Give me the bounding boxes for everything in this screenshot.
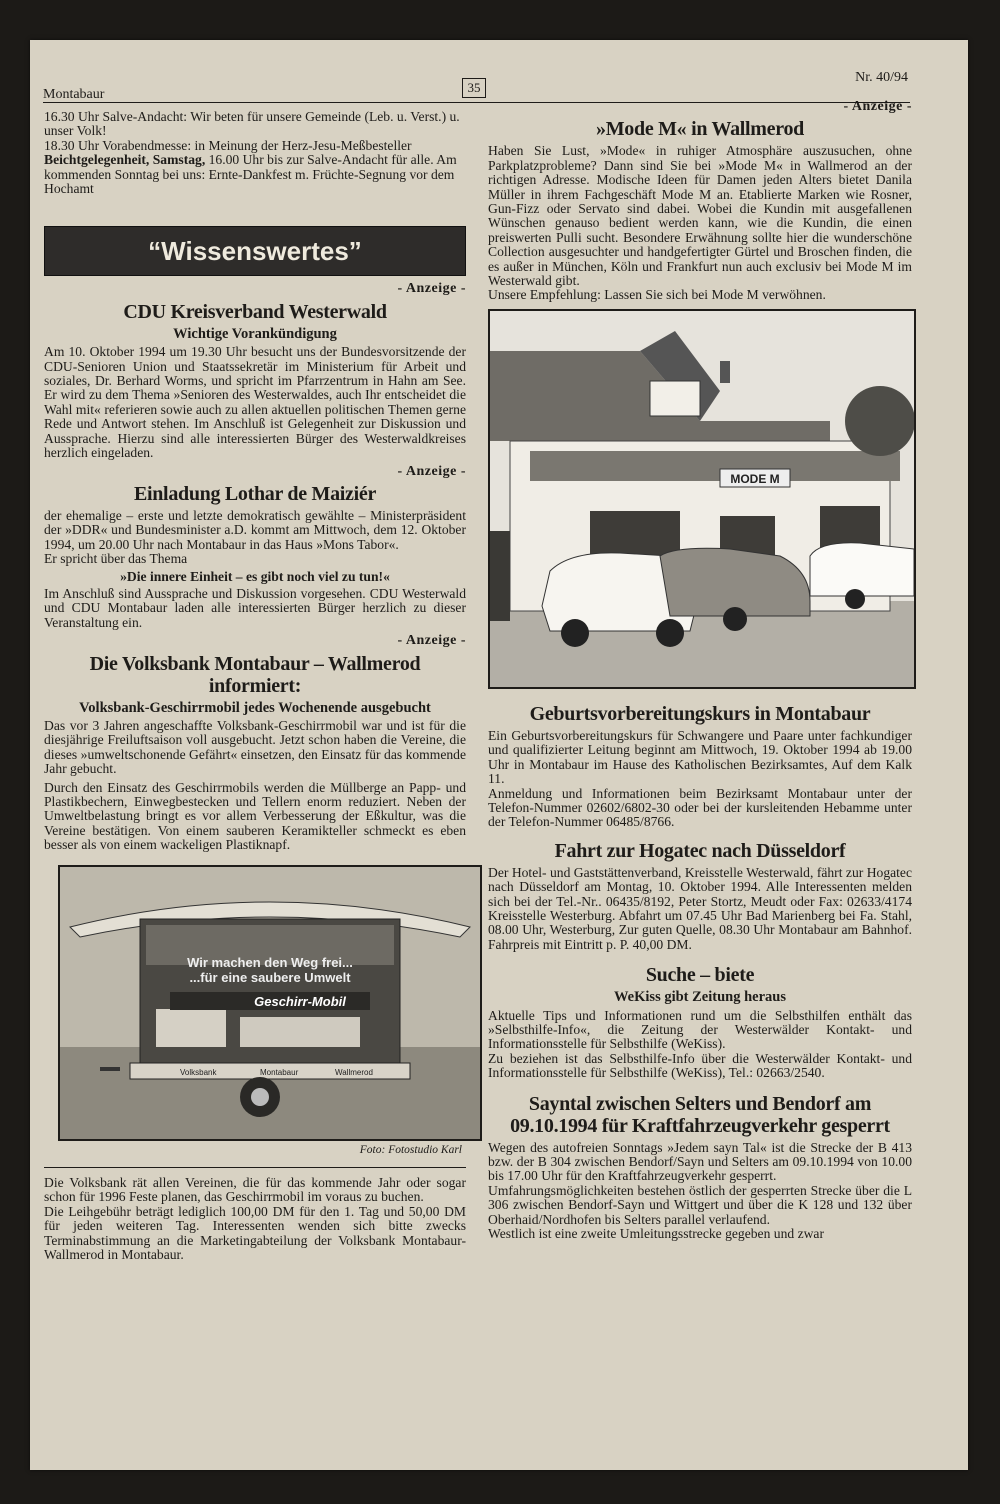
photo-band-text: Wallmerod	[335, 1067, 373, 1077]
article-title-volksbank: Die Volksbank Montabaur – Wallmerod informiert:	[89, 652, 421, 697]
right-column	[488, 96, 912, 1241]
mode-m-shop-illustration	[490, 311, 914, 687]
article-body-hogatec: Der Hotel- und Gaststättenverband, Kreisstelle Westerwald, fährt zur Hogatec nach Düsseldorf am Montag, 10. Oktober 1994. Alle Interessenten melden sich bei der Tel.-Nr.. 06435/8192, Peter Stortz, Meudt oder Fax: 02633/4174 Kreisstelle Westerburg. Abfahrt um 07.45 Uhr Bad Marienberg bei Fa. Stahl, 08.00 Uhr, Westerburg, Zur guten Quelle, 08.30 Uhr Montabaur am Bahnhof. Fahrpreis mit Eintritt p. P. 40,00 DM.	[488, 864, 912, 952]
section-banner: “Wissenswertes”	[44, 226, 466, 276]
divider	[44, 1167, 466, 1168]
article-body-cdu: Am 10. Oktober 1994 um 19.30 Uhr besucht uns der Bundesvorsitzende der CDU-Senioren Union und Staatssekretär im Ministerium für Arbeit und soziales, Dr. Berhard Worms, und spricht im Pfarrzentrum in Hahn am See. Er wird zu dem Thema »Senioren des Westerwaldes, auch Ihr entscheidet die Wahl mit« referieren sowie auch zu allen aktuellen politischen Themen gerne Rede und Antwort stehen. Im Anschluß ist Gelegenheit zur Diskussion und Aussprache. Hierzu sind alle interessierten Bürger des Westerwaldkreises herzlich eingeladen.	[44, 344, 466, 461]
article-subtitle-volksbank: Volksbank-Geschirrmobil jedes Wochenende ausgebucht	[79, 699, 431, 716]
article-body-volksbank: Das vor 3 Jahren angeschaffte Volksbank-Geschirrmobil war und ist für die diesjährige Freiluftsaison voll ausgebucht. Jetzt schon haben die Vereine, die dieses »umweltschonende Gefährt« einsetzen, den Einsatz für das kommende Jahr gebucht.	[44, 717, 466, 777]
article-body-suche: Zu beziehen ist das Selbsthilfe-Info über die Westerwälder Kontakt- und Informationsstelle für Selbsthilfe (WeKiss), Tel.: 02663/2540.	[488, 1050, 912, 1081]
photo-sign-text: ...für eine saubere Umwelt	[189, 969, 351, 985]
photo-band-text: Volksbank	[180, 1067, 217, 1077]
article-body-volksbank: Durch den Einsatz des Geschirrmobils werden die Müllberge an Papp- und Plastikbechern, Einwegbestecken und Tellern enorm reduziert. Neben der Umweltbelastung bringt es vor allem Verbesserung der Eßkultur, was die Vereine bestätigen. Von einem sauberen Keramikteller schmeckt es eben besser als von einem wackeligen Plastiknapf.	[44, 779, 466, 853]
issue-number: Nr. 40/94	[855, 70, 908, 85]
article-title-maiziere: Einladung Lothar de Maiziér	[133, 482, 377, 505]
article-title-cdu: CDU Kreisverband Westerwald	[123, 300, 387, 323]
anzeige-label: - Anzeige -	[843, 99, 912, 114]
mode-m-shop-photo	[488, 309, 916, 689]
article-title-suche: Suche – biete	[645, 964, 755, 987]
photo-sign-text: Geschirr-Mobil	[254, 993, 346, 1009]
beichte-text: Beichtgelegenheit, Samstag, 16.00 Uhr bis zur Salve-Andacht für alle. Am kommenden Sonntag bei uns: Ernte-Dankfest m. Früchte-Segnung vor dem Hochamt	[44, 152, 457, 197]
anzeige-label: - Anzeige -	[397, 463, 466, 479]
photo-sign-text: Wir machen den Weg frei...	[187, 954, 353, 970]
article-title-hogatec: Fahrt zur Hogatec nach Düsseldorf	[554, 839, 846, 862]
article-body-volksbank: Die Leihgebühr beträgt lediglich 100,00 DM für den 1. Tag und 50,00 DM für jeden weiteren Tag. Interessenten wenden sich bitte zwecks Terminabstimmung an die Marketingabteilung der Volksbank Montabaur-Wallmerod in Montabaur.	[44, 1203, 466, 1263]
article-line-maiziere: Er spricht über das Thema	[44, 551, 188, 567]
shop-sign-text: MODE M	[730, 471, 780, 486]
article-title-geburt: Geburtsvorbereitungskurs in Montabaur	[529, 702, 871, 725]
article-title-modem: »Mode M« in Wallmerod	[596, 118, 804, 141]
article-theme-maiziere: »Die innere Einheit – es gibt noch viel zu tun!«	[120, 568, 390, 584]
article-body-maiziere: der ehemalige – erste und letzte demokratisch gewählte – Ministerpräsident der »DDR« und Bundesminister a.D. kommt am Mittwoch, dem 12. Oktober 1994, um 20.00 Uhr nach Montabaur in das Haus »Mons Tabor«.	[44, 507, 466, 552]
article-body-sayntal: Wegen des autofreien Sonntags »Jedem sayn Tal« ist die Strecke der B 413 bzw. der B 304 zwischen Bendorf/Sayn und Selters am 09.10.1994 von 10.00 bis 17.00 Uhr für den Kraftfahrzeugverkehr gesperrt.	[488, 1139, 912, 1184]
geschirrmobil-illustration	[60, 867, 480, 1139]
intro-line: 16.30 Uhr Salve-Andacht: Wir beten für unsere Gemeinde (Leb. u. Verst.) u. unser Volk!	[44, 109, 460, 139]
article-body-sayntal: Westlich ist eine zweite Umleitungsstrecke gegeben und zwar	[488, 1226, 824, 1242]
article-body-geburt: Ein Geburtsvorbereitungskurs für Schwangere und Paare unter fachkundiger und qualifizierter Leitung beginnt am Mittwoch, 19. Oktober 1994 ab 19.00 Uhr in Montabaur im Hause des Katholischen Bezirksamtes, Auf dem Kalk 11.	[488, 727, 912, 787]
anzeige-label: - Anzeige -	[397, 633, 466, 649]
geschirrmobil-photo	[58, 865, 482, 1141]
article-body-modem: Haben Sie Lust, »Mode« in ruhiger Atmosphäre auszusuchen, ohne Parkplatzprobleme? Dann sind Sie bei »Mode M« in Wallmerod an der richtigen Adresse. Modische Ideen für Damen jeden Alters bietet Danila Müller in ihrem Fachgeschäft Mode M an. Etablierte Marken wie Rosner, Gun-Fizz oder Servato sind dabei. Wobei die Kundin mit ausgefallenen Wünschen genauso bedient werden kann, wie die Kundin, die einen preiswerten Pulli sucht. Besondere Erwähnung sollte hier die wunderschöne Collection ausgesuchter und handgefertigter Gürtel und Broschen finden, die es außer in München, Köln und Frankfurt nun auch exclusiv bei Mode M im Westerwald gibt.	[488, 143, 912, 289]
article-body-volksbank: Die Volksbank rät allen Vereinen, die für das kommende Jahr oder sogar schon für 1996 Feste planen, das Geschirrmobil im voraus zu buchen.	[44, 1175, 466, 1205]
photo-caption: Foto: Fotostudio Karl	[359, 1143, 462, 1156]
article-title-sayntal: Sayntal zwischen Selters und Bendorf am 09.10.1994 für Kraftfahrzeugverkehr gesperrt	[510, 1092, 890, 1137]
anzeige-label: - Anzeige -	[397, 281, 466, 297]
newspaper-page	[30, 40, 968, 1470]
intro-line: 18.30 Uhr Vorabendmesse: in Meinung der Herz-Jesu-Meßbesteller	[44, 137, 412, 153]
article-recommend-modem: Unsere Empfehlung: Lassen Sie sich bei Mode M verwöhnen.	[488, 287, 826, 303]
article-subtitle-cdu: Wichtige Vorankündigung	[173, 325, 337, 342]
article-body-sayntal: Umfahrungsmöglichkeiten bestehen östlich der gesperrten Strecke über die L 306 zwischen Bendorf-Sayn und Wittgert und über die K 128 und 132 über Oberhaid/Nordhofen bis Selters parallel verlaufend.	[488, 1182, 912, 1227]
article-body-geburt: Anmeldung und Informationen beim Bezirksamt Montabaur unter der Telefon-Nummer 02602/6802-30 oder bei der kursleitenden Hebamme unter der Telefon-Nummer 06485/8766.	[488, 785, 912, 830]
left-column	[44, 110, 466, 1262]
article-subtitle-suche: WeKiss gibt Zeitung heraus	[613, 989, 786, 1006]
article-body-suche: Aktuelle Tips und Informationen rund um die Selbsthilfen enthält das »Selbsthilfe-Info«, die Zeitung der Westerwälder Kontakt- und Informationsstelle für Selbsthilfe (WeKiss).	[488, 1007, 912, 1052]
page-header-place: Montabaur	[43, 87, 105, 102]
photo-band-text: Montabaur	[260, 1067, 299, 1077]
article-body2-maiziere: Im Anschluß sind Aussprache und Diskussion vorgesehen. CDU Westerwald und CDU Montabaur laden alle interessierten Bürger herzlich zu dieser Veranstaltung ein.	[44, 585, 466, 630]
page-number: 35	[462, 78, 486, 98]
